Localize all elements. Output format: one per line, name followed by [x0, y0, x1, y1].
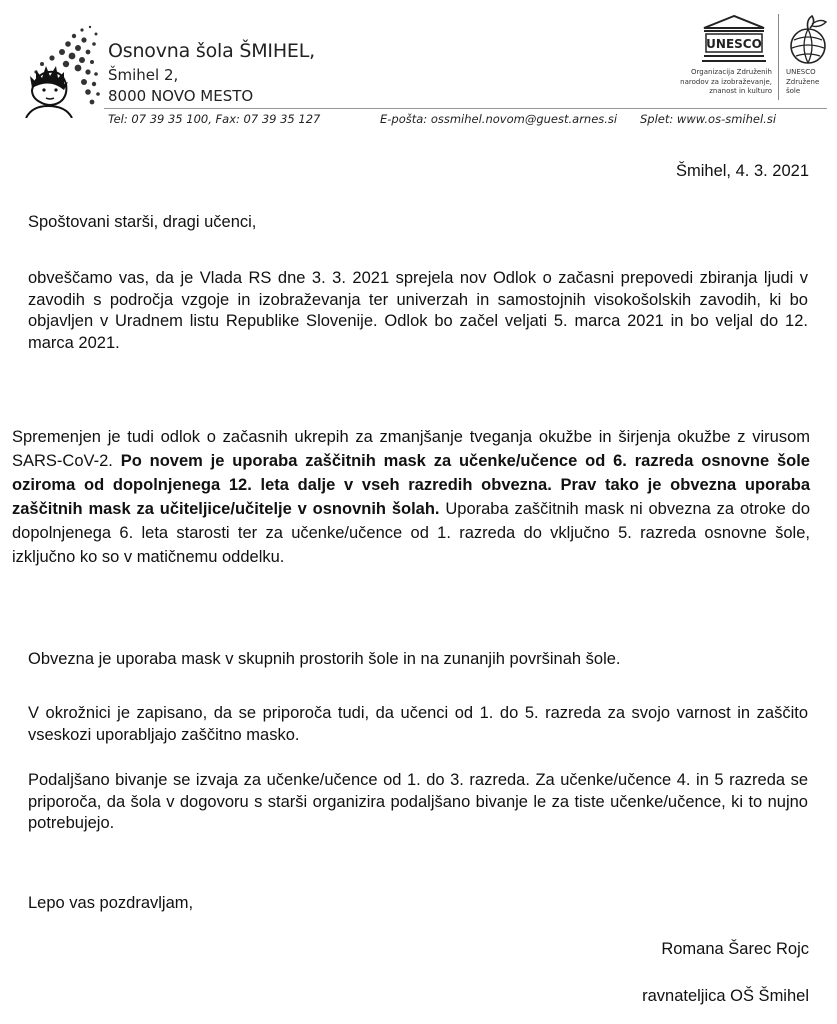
unesco-asp-label: UNESCO Združene šole [786, 68, 820, 95]
signature-name: Romana Šarec Rojc [661, 940, 809, 958]
paragraph-2-intro: Spremenjen je tudi odlok o začasnih ukrepih za zmanjšanje tveganja okužbe in širjenja okužbe z virusom SARS-CoV-2. [12, 428, 810, 470]
header-divider [104, 108, 827, 109]
unesco-asp-globe-icon [786, 14, 830, 68]
school-street: Šmihel 2, [108, 66, 179, 84]
school-logo-icon [22, 22, 104, 118]
signature-title: ravnateljica OŠ Šmihel [642, 987, 809, 1005]
closing: Lepo vas pozdravljam, [28, 894, 194, 912]
paragraph-2 [12, 425, 810, 569]
logo-divider [778, 14, 779, 100]
letterhead [0, 0, 837, 132]
paragraph-5: Podaljšano bivanje se izvaja za učenke/učence od 1. do 3. razreda. Za učenke/učence 4. in 5 razreda se priporoča, da šola v dogovoru s starši organizira podaljšano bivanje le za tiste učenke/učence, ki to nujno potrebujejo. [28, 771, 808, 832]
school-city: 8000 NOVO MESTO [108, 87, 254, 105]
website: Splet: www.os-smihel.si [640, 112, 777, 126]
unesco-org-label: Organizacija Združenih narodov za izobraževanje, znanost in kulturo [680, 68, 772, 95]
paragraph-3: Obvezna je uporaba mask v skupnih prostorih šole in na zunanjih površinah šole. [28, 650, 621, 668]
email: E-pošta: ossmihel.novom@guest.arnes.si [380, 112, 618, 126]
letter-date: Šmihel, 4. 3. 2021 [676, 162, 809, 180]
paragraph-2-rest: Uporaba zaščitnih mask ni obvezna za otroke do dopolnjenega 6. leta starosti ter za učenke/učence od 1. razreda do vključno 5. razreda osnovne šole, izključno ko so v matičnemu oddelku. [12, 500, 810, 566]
unesco-logo-text: UNESCO [706, 37, 762, 51]
unesco-temple-icon [700, 14, 768, 64]
paragraph-1: obveščamo vas, da je Vlada RS dne 3. 3. 2021 sprejela nov Odlok o začasni prepovedi zbiranja ljudi v zavodih s področja vzgoje in izobraževanja ter univerzah in samostojnih visokošolskih zavodih, ki bo objavljen v Uradnem listu Republike Slovenije. Odlok bo začel veljati 5. marca 2021 in bo veljal do 12. marca 2021. [28, 269, 808, 352]
greeting: Spoštovani starši, dragi učenci, [28, 213, 257, 231]
paragraph-2-bold: Po novem je uporaba zaščitnih mask za učenke/učence od 6. razreda osnovne šole oziroma od dopolnjenega 12. leta dalje v vseh razredih obvezna. Prav tako je obvezna uporaba zaščitnih mask za učiteljice/učitelje v osnovnih šolah. [12, 452, 810, 518]
school-name: Osnovna šola ŠMIHEL, [108, 40, 315, 62]
paragraph-4: V okrožnici je zapisano, da se priporoča tudi, da učenci od 1. do 5. razreda za svojo varnost in zaščito vseskozi uporabljajo zaščitno masko. [28, 704, 808, 744]
tel-fax: Tel: 07 39 35 100, Fax: 07 39 35 127 [108, 112, 321, 126]
